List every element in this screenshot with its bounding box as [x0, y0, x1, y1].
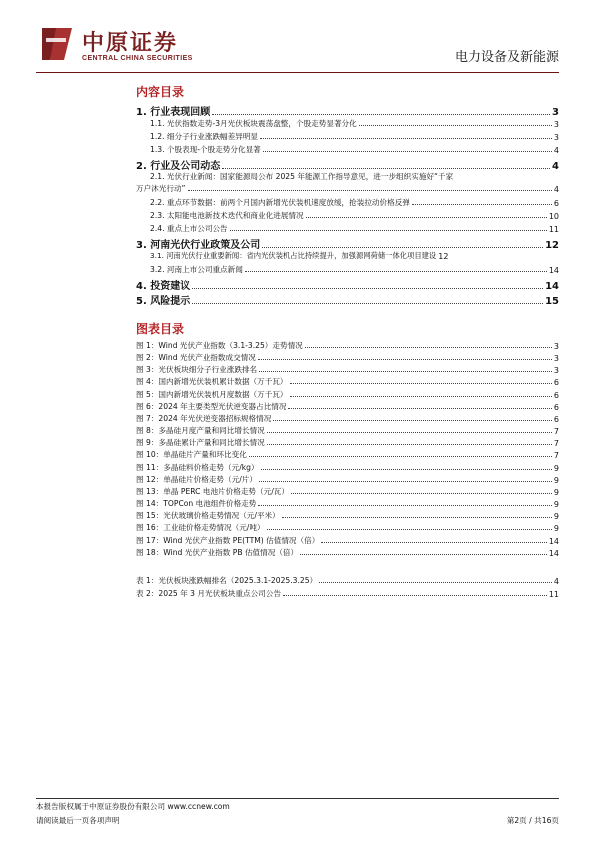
toc-entry-page: 14	[548, 266, 559, 275]
figure-entry-text: 图 9：多晶硅累计产量和同比增长情况	[136, 438, 265, 447]
leader-dots	[188, 190, 552, 191]
figure-entry[interactable]	[136, 437, 559, 448]
figure-entry[interactable]	[136, 486, 559, 497]
figure-entry-page: 6	[553, 391, 559, 400]
figure-entry[interactable]	[136, 401, 559, 412]
leader-dots	[258, 505, 552, 506]
figure-entry[interactable]	[136, 376, 559, 387]
toc-entry-page: 12	[545, 240, 559, 251]
leader-dots	[249, 456, 552, 457]
toc-entry-page: 3	[553, 133, 559, 142]
leader-dots	[306, 217, 547, 218]
toc-entry-text: 1.1. 光伏指数走势-3月光伏板块震荡盘整，个股走势显著分化	[150, 119, 357, 128]
page-number: 第2页 / 共16页	[506, 816, 559, 825]
toc-entry[interactable]	[136, 144, 559, 155]
leader-dots	[321, 542, 547, 543]
leader-dots	[258, 359, 552, 360]
leader-dots	[259, 371, 552, 372]
figure-entry[interactable]	[136, 413, 559, 424]
leader-dots	[192, 288, 543, 289]
toc-entry-page: 12	[438, 252, 449, 261]
toc-entry-page: 15	[545, 296, 559, 307]
toc-entry-page: 4	[552, 161, 559, 172]
footer-divider	[36, 798, 559, 799]
figure-entry[interactable]	[136, 522, 559, 533]
toc-entry-page: 4	[553, 185, 559, 194]
table-entry-page: 4	[553, 577, 559, 586]
figure-entry-text: 图 18：Wind 光伏产业指数 PB 估值情况（倍）	[136, 548, 299, 557]
toc-entry-page: 14	[545, 281, 559, 292]
toc-entry-text: 3.2. 河南上市公司重点新闻	[150, 265, 243, 274]
leader-dots	[262, 247, 543, 248]
figure-entry-text: 图 15：光伏玻璃价格走势情况（元/平米）	[136, 511, 280, 520]
figure-entry-page: 3	[553, 342, 559, 351]
leader-dots	[290, 383, 552, 384]
toc-entry[interactable]	[136, 251, 559, 261]
figure-entry-page: 9	[553, 464, 559, 473]
figure-entry[interactable]	[136, 535, 559, 546]
toc-entry-text: 4. 投资建议	[136, 281, 191, 292]
figure-entry-page: 3	[553, 366, 559, 375]
figure-entry-page: 7	[553, 439, 559, 448]
figure-entry[interactable]	[136, 462, 559, 473]
figure-entry[interactable]	[136, 389, 559, 400]
figure-entry-page: 9	[553, 500, 559, 509]
leader-dots	[222, 168, 550, 169]
figure-entry-page: 6	[553, 378, 559, 387]
toc-entry-text: 2. 行业及公司动态	[136, 161, 221, 172]
leader-dots	[267, 529, 552, 530]
figure-entry-text: 图 16：工业硅价格走势情况（元/吨）	[136, 523, 265, 532]
leader-dots	[245, 271, 547, 272]
figure-entry[interactable]	[136, 340, 559, 351]
toc-entry-text: 2.4. 重点上市公司公告	[150, 224, 228, 233]
leader-dots	[305, 347, 552, 348]
figure-entry-text: 图 5：国内新增光伏装机月度数据（万千瓦）	[136, 390, 288, 399]
table-entry-page: 11	[548, 590, 559, 599]
logo-mark-icon	[36, 24, 78, 64]
header-divider	[36, 72, 559, 73]
leader-dots	[267, 432, 552, 433]
figure-entry-text: 图 14：TOPCon 电池组件价格走势	[136, 499, 257, 508]
figure-entry-text: 图 2：Wind 光伏产业指数成交情况	[136, 353, 256, 362]
leader-dots	[261, 469, 552, 470]
table-entry[interactable]	[136, 588, 559, 599]
leader-dots	[230, 230, 547, 231]
leader-dots	[359, 125, 552, 126]
figure-entry[interactable]	[136, 498, 559, 509]
figure-entry-text: 图 7：2024 年光伏逆变器招标规格情况	[136, 414, 272, 423]
toc-entry-page: 10	[548, 212, 559, 221]
figure-entry-text: 图 4：国内新增光伏装机累计数据（万千瓦）	[136, 377, 288, 386]
figure-entry-page: 7	[553, 451, 559, 460]
toc-entry[interactable]	[136, 131, 559, 142]
figure-entry-text: 图 12：单晶硅片价格走势（元/片）	[136, 475, 257, 484]
toc-entry[interactable]	[136, 292, 559, 307]
figure-entry[interactable]	[136, 364, 559, 375]
leader-dots	[319, 582, 552, 583]
figure-entry-text: 图 13：单晶 PERC 电池片价格走势（元/瓦）	[136, 487, 289, 496]
toc-entry[interactable]	[136, 197, 559, 208]
figure-entry[interactable]	[136, 352, 559, 363]
figure-entry-text: 图 6：2024 年主要类型光伏逆变器占比情况	[136, 402, 287, 411]
toc-entry-text: 1.3. 个股表现-个股走势分化显著	[150, 145, 261, 154]
toc-entry-text: 3. 河南光伏行业政策及公司	[136, 240, 261, 251]
toc-entry-page: 6	[553, 199, 559, 208]
toc-entry[interactable]	[136, 157, 559, 172]
figure-entry-page: 9	[553, 476, 559, 485]
figures-title: 图表目录	[136, 322, 185, 336]
logo-english-name: CENTRAL CHINA SECURITIES	[82, 55, 193, 62]
leader-dots	[291, 493, 552, 494]
figure-entry-page: 7	[553, 427, 559, 436]
toc-title: 内容目录	[136, 85, 185, 99]
logo-chinese-name: 中原证券	[82, 30, 179, 56]
toc-entry-text: 万户沐光行动”	[136, 184, 186, 193]
toc-entry[interactable]	[136, 118, 559, 129]
table-entry-text: 表 1：光伏板块涨跌幅排名（2025.3.1-2025.3.25）	[136, 576, 318, 585]
figure-entry-page: 14	[548, 549, 559, 558]
figure-entry[interactable]	[136, 474, 559, 485]
toc-entry-text: 1.2. 细分子行业涨跌幅差异明显	[150, 132, 259, 141]
leader-dots	[282, 517, 552, 518]
toc-entry[interactable]	[136, 236, 559, 251]
figure-entry-page: 6	[553, 415, 559, 424]
table-entry[interactable]	[136, 575, 559, 586]
toc-entry[interactable]	[136, 103, 559, 118]
footer-disclaimer: 请阅读最后一页各项声明	[36, 816, 120, 825]
figure-entry-text: 图 3：光伏板块细分子行业涨跌排名	[136, 365, 258, 374]
toc-entry-text[interactable]: 2.1. 光伏行业新闻：国家能源局公布 2025 年能源工作指导意见，进一步组织实施好“千家	[150, 172, 454, 181]
figure-entry-page: 9	[553, 512, 559, 521]
figure-entry-text: 图 11：多晶硅料价格走势（元/kg）	[136, 463, 259, 472]
figure-entry[interactable]	[136, 547, 559, 558]
leader-dots	[267, 444, 552, 445]
footer-copyright: 本报告版权属于中原证券股份有限公司 www.ccnew.com	[36, 802, 230, 811]
leader-dots	[273, 420, 552, 421]
toc-entry-page: 11	[548, 225, 559, 234]
leader-dots	[283, 595, 547, 596]
figure-entry[interactable]	[136, 425, 559, 436]
toc-entry[interactable]	[136, 210, 559, 221]
figure-entry-page: 9	[553, 488, 559, 497]
company-logo	[36, 24, 246, 70]
leader-dots	[212, 114, 550, 115]
figure-entry-page: 14	[548, 537, 559, 546]
toc-entry[interactable]	[136, 264, 559, 275]
leader-dots	[260, 138, 552, 139]
figure-entry-text: 图 10：单晶硅片产量和环比变化	[136, 450, 247, 459]
figure-entry[interactable]	[136, 449, 559, 460]
toc-entry-text: 2.3. 太阳能电池新技术迭代和商业化进展情况	[150, 211, 304, 220]
leader-dots	[288, 408, 551, 409]
figure-entry-text: 图 1：Wind 光伏产业指数（3.1-3.25）走势情况	[136, 341, 303, 350]
leader-dots	[412, 204, 552, 205]
toc-entry-text: 5. 风险提示	[136, 296, 191, 307]
figure-entry[interactable]	[136, 510, 559, 521]
figure-entry-text: 图 17：Wind 光伏产业指数 PE(TTM) 估值情况（倍）	[136, 536, 320, 545]
toc-entry-text: 1. 行业表现回顾	[136, 107, 211, 118]
table-entry-text: 表 2：2025 年 3 月光伏板块重点公司公告	[136, 589, 281, 598]
toc-entry[interactable]	[136, 277, 559, 292]
leader-dots	[290, 396, 552, 397]
sector-name: 电力设备及新能源	[454, 50, 559, 65]
figure-entry-text: 图 8：多晶硅月度产量和同比增长情况	[136, 426, 265, 435]
toc-entry[interactable]	[136, 223, 559, 234]
toc-entry-text: 3.1. 河南光伏行业重要新闻：省内光伏装机占比持续提升，加强源网荷储一体化项目建设	[150, 251, 437, 260]
leader-dots	[192, 303, 543, 304]
report-header	[36, 24, 559, 70]
toc-entry-page: 4	[553, 146, 559, 155]
toc-entry[interactable]	[136, 183, 559, 194]
figure-entry-page: 3	[553, 354, 559, 363]
toc-entry-page: 3	[553, 120, 559, 129]
figure-entry-page: 6	[553, 403, 559, 412]
toc-entry-page: 3	[552, 107, 559, 118]
leader-dots	[263, 151, 552, 152]
leader-dots	[300, 554, 547, 555]
leader-dots	[259, 481, 552, 482]
figure-entry-page: 9	[553, 524, 559, 533]
toc-entry-text: 2.2. 重点环节数据：前两个月国内新增光伏装机速度放缓，抢装拉动价格反弹	[150, 198, 410, 207]
